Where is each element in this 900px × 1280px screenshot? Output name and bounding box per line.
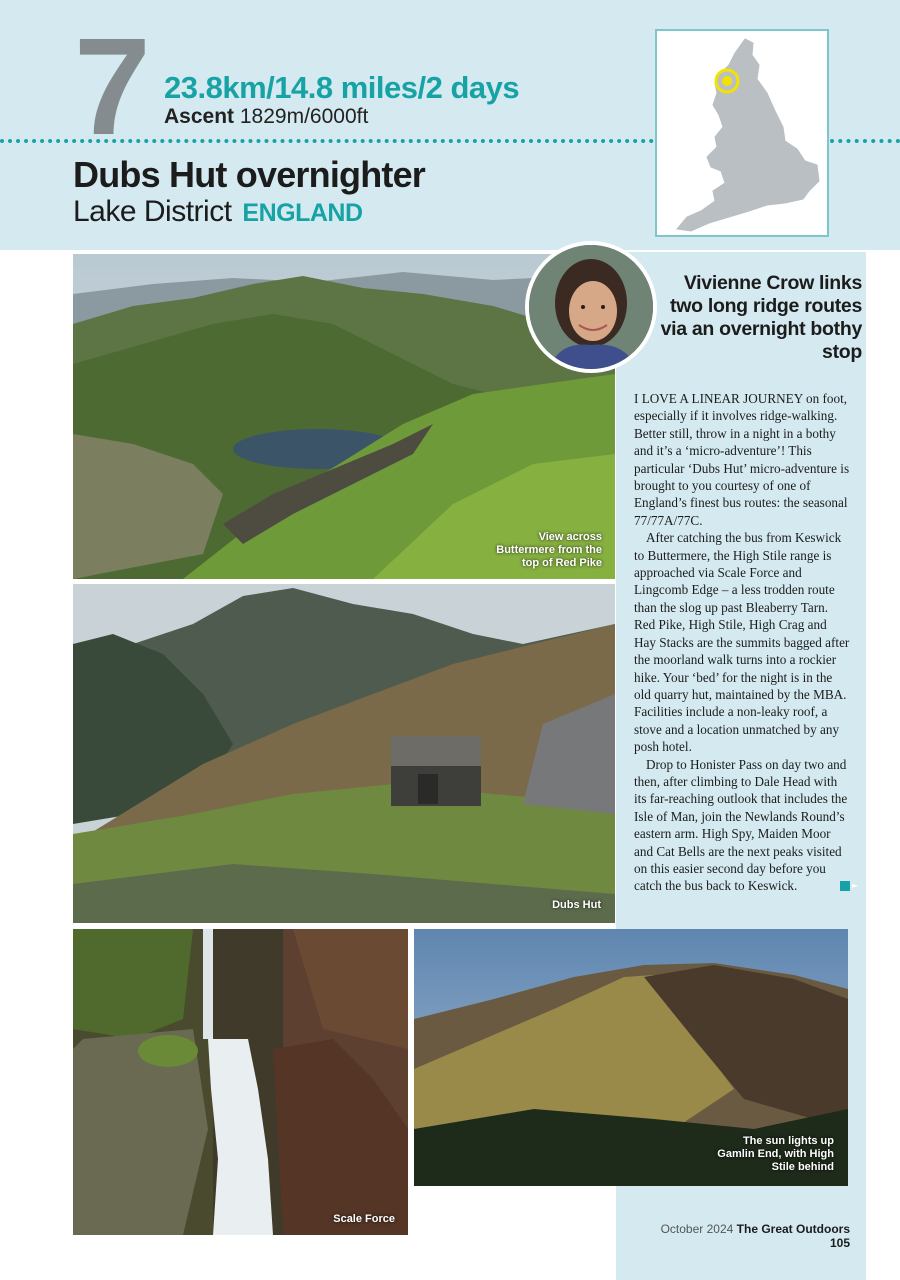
route-header — [0, 0, 900, 250]
dotted-divider-left — [0, 139, 654, 143]
route-country: ENGLAND — [242, 199, 363, 227]
page-number: 105 — [829, 1236, 850, 1250]
article-body — [634, 390, 859, 895]
dotted-divider-right — [830, 139, 900, 143]
page-footer — [640, 1222, 850, 1250]
route-location — [73, 195, 363, 229]
route-number: 7 — [74, 10, 147, 164]
caption-dubs-hut: Dubs Hut — [552, 899, 601, 911]
photo-dubs-hut — [73, 584, 615, 923]
author-photo — [529, 245, 653, 369]
route-ascent — [164, 105, 368, 129]
ascent-label: Ascent — [164, 105, 235, 128]
article-paragraph: After catching the bus from Keswick to Buttermere, the High Stile range is approached via Scale Force and Lingcomb Edge – a less trodden route than the slog up past Bleaberry Tarn. Red Pike, High Stile, High Crag and Hay Stacks are the summits bagged after the moorland walk turns into a rockier hike. Your ‘bed’ for the night is in the old quarry hut, maintained by the MBA. Facilities include a non-leaky roof, a stove and a location unmatched by any posh hotel. — [634, 530, 850, 755]
article-paragraph — [634, 756, 859, 895]
caption-gamlin-end: The sun lights up Gamlin End, with High Stile behind — [717, 1135, 834, 1173]
england-map-icon — [657, 31, 827, 235]
route-distance: 23.8km/14.8 miles/2 days — [164, 70, 520, 105]
locator-map — [655, 29, 829, 237]
photo-gamlin-end — [414, 929, 848, 1186]
article-headline: Vivienne Crow links two long ridge routes via an overnight bothy stop — [660, 272, 862, 363]
photo-scale-force — [73, 929, 408, 1235]
ascent-value: 1829m/6000ft — [239, 105, 369, 128]
caption-scale-force: Scale Force — [333, 1213, 395, 1225]
issue-date: October 2024 — [660, 1222, 734, 1236]
arrow-end-icon: ► — [840, 881, 850, 891]
article-paragraph-text: Drop to Honister Pass on day two and then, after climbing to Dale Head with its far-reaching outlook that includes the Isle of Man, join the Newlands Round’s eastern arm. High Spy, Maiden Moor and Cat Bells are the next peaks visited on this easier second day before you catch the bus back to Keswick. — [634, 756, 848, 894]
article-paragraph: I LOVE A LINEAR JOURNEY on foot, especially if it involves ridge-walking. Better still, throw in a night in a bothy and it’s a ‘micro-adventure’! This particular ‘Dubs Hut’ micro-adventure is brought to you courtesy of one of England’s finest bus routes: the seasonal 77/77A/77C. — [634, 391, 850, 528]
route-region: Lake District — [73, 195, 232, 228]
magazine-name: The Great Outdoors — [736, 1222, 850, 1236]
author-portrait — [525, 241, 657, 373]
route-title: Dubs Hut overnighter — [73, 154, 426, 195]
caption-buttermere: View across Buttermere from the top of Red Pike — [496, 531, 602, 569]
